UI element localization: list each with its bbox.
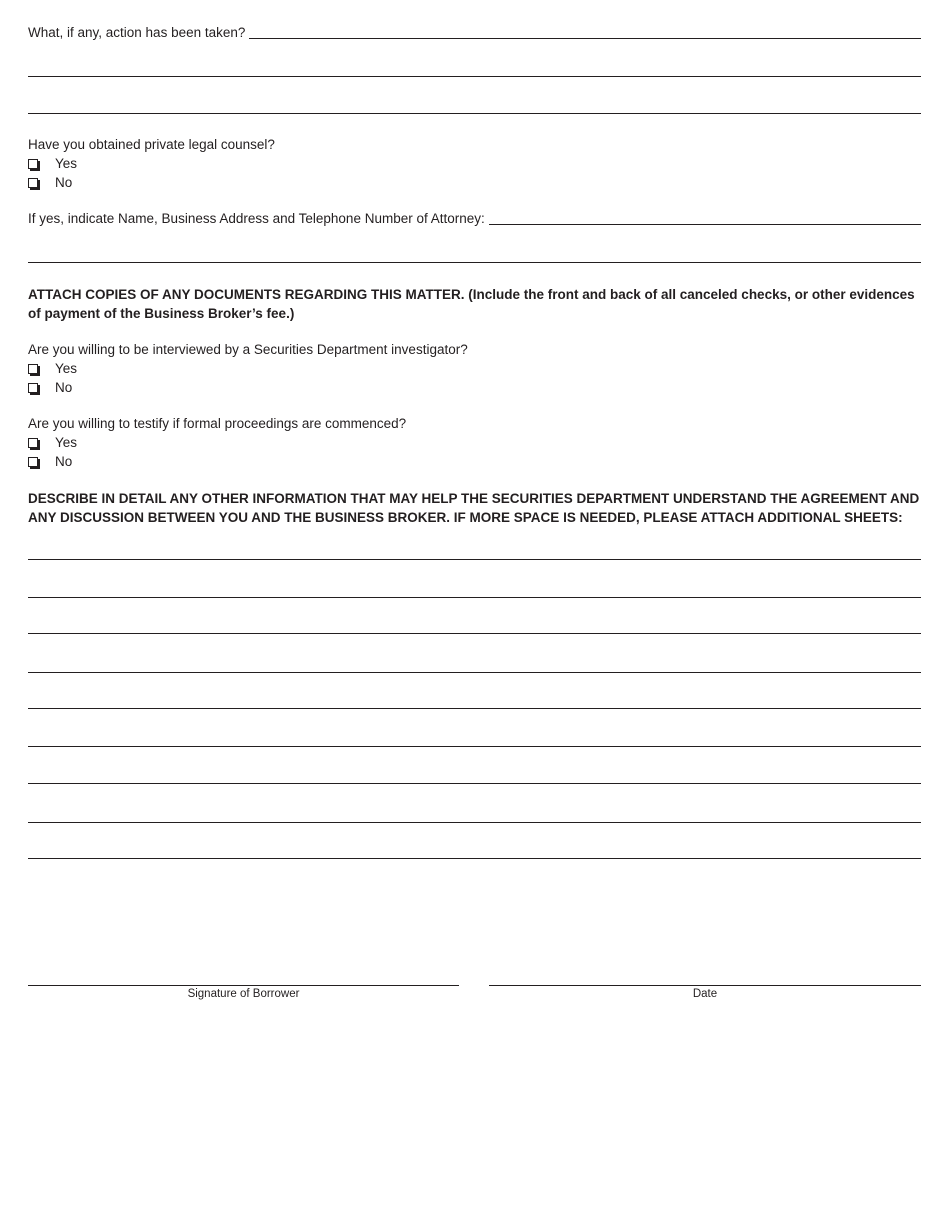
- details-line-5[interactable]: [28, 708, 921, 709]
- interview-no-label: No: [55, 380, 73, 395]
- testify-yes-label: Yes: [55, 435, 78, 450]
- interview-question: Are you willing to be interviewed by a Securities Department investigator?: [28, 342, 468, 357]
- describe-details-notice: DESCRIBE IN DETAIL ANY OTHER INFORMATION THAT MAY HELP THE SECURITIES DEPARTMENT UNDERSTAND THE AGREEMENT AND ANY DISCUSSION BETWEEN YOU AND THE BUSINESS BROKER. IF MORE SPACE IS NEEDED, PLEASE ATTACH ADDITIONAL SHEETS:: [28, 491, 920, 525]
- attach-documents-notice: ATTACH COPIES OF ANY DOCUMENTS REGARDING THIS MATTER. (Include the front and back of all canceled checks, or other evidences of payment of the Business Broker’s fee.): [28, 287, 915, 321]
- attorney-info-line-2[interactable]: [28, 262, 921, 263]
- checkbox-icon[interactable]: [28, 364, 38, 374]
- testify-question: Are you willing to testify if formal proceedings are commenced?: [28, 416, 407, 431]
- date-line[interactable]: [489, 985, 921, 986]
- details-line-1[interactable]: [28, 559, 921, 560]
- checkbox-icon[interactable]: [28, 159, 38, 169]
- interview-yes-label: Yes: [55, 361, 78, 376]
- complaint-form-page: [28, 0, 921, 1230]
- checkbox-icon[interactable]: [28, 383, 38, 393]
- testify-no-option[interactable]: [28, 453, 72, 471]
- checkbox-icon[interactable]: [28, 457, 38, 467]
- action-taken-line[interactable]: [249, 38, 921, 39]
- details-line-8[interactable]: [28, 822, 921, 823]
- checkbox-icon[interactable]: [28, 438, 38, 448]
- interview-yes-option[interactable]: [28, 360, 77, 378]
- date-label: Date: [692, 988, 718, 1000]
- testify-no-label: No: [55, 454, 73, 469]
- checkbox-icon[interactable]: [28, 178, 38, 188]
- details-line-7[interactable]: [28, 783, 921, 784]
- borrower-signature-line[interactable]: [28, 985, 459, 986]
- borrower-signature-label: Signature of Borrower: [187, 988, 300, 1000]
- counsel-question: Have you obtained private legal counsel?: [28, 137, 275, 152]
- counsel-yes-label: Yes: [55, 156, 78, 171]
- action-taken-field[interactable]: [28, 24, 921, 42]
- action-taken-label: What, if any, action has been taken?: [28, 25, 246, 40]
- details-line-2[interactable]: [28, 597, 921, 598]
- details-line-4[interactable]: [28, 672, 921, 673]
- counsel-no-label: No: [55, 175, 73, 190]
- counsel-yes-option[interactable]: [28, 155, 77, 173]
- details-line-3[interactable]: [28, 633, 921, 634]
- details-line-9[interactable]: [28, 858, 921, 859]
- interview-no-option[interactable]: [28, 379, 72, 397]
- counsel-no-option[interactable]: [28, 174, 72, 192]
- testify-yes-option[interactable]: [28, 434, 77, 452]
- attorney-info-field[interactable]: [28, 210, 921, 228]
- details-line-6[interactable]: [28, 746, 921, 747]
- attorney-info-label: If yes, indicate Name, Business Address and Telephone Number of Attorney:: [28, 211, 485, 226]
- action-taken-line-3[interactable]: [28, 113, 921, 114]
- action-taken-line-2[interactable]: [28, 76, 921, 77]
- attorney-info-line[interactable]: [489, 224, 921, 225]
